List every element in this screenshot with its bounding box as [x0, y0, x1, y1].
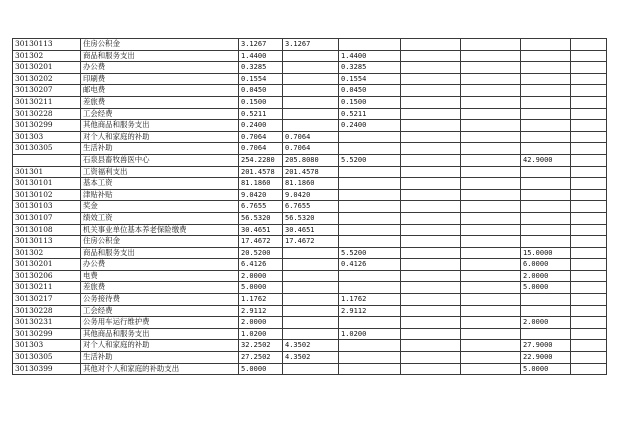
table-row	[13, 178, 607, 190]
amount-cell-c5	[461, 143, 521, 155]
amount-cell-c7	[571, 224, 607, 236]
amount-cell-c6	[521, 120, 571, 132]
amount-cell-c6: 42.9000	[521, 154, 571, 166]
account-code-cell: 301302	[13, 50, 81, 62]
amount-cell-c3	[339, 340, 401, 352]
account-code-cell: 30130211	[13, 96, 81, 108]
table-row	[13, 62, 607, 74]
amount-cell-c3: 0.5211	[339, 108, 401, 120]
amount-cell-c7	[571, 282, 607, 294]
table-row	[13, 212, 607, 224]
amount-cell-c3	[339, 39, 401, 51]
item-name-cell: 奖金	[81, 201, 239, 213]
amount-cell-c7	[571, 96, 607, 108]
amount-cell-c5	[461, 178, 521, 190]
amount-cell-c2: 3.1267	[283, 39, 339, 51]
amount-cell-c3	[339, 282, 401, 294]
amount-cell-c1: 2.0000	[239, 317, 283, 329]
amount-cell-c4	[401, 340, 461, 352]
amount-cell-c2: 4.3502	[283, 340, 339, 352]
account-code-cell: 30130107	[13, 212, 81, 224]
amount-cell-c4	[401, 352, 461, 364]
item-name-cell: 工会经费	[81, 108, 239, 120]
account-code-cell: 30130228	[13, 108, 81, 120]
amount-cell-c4	[401, 236, 461, 248]
amount-cell-c7	[571, 352, 607, 364]
amount-cell-c2: 0.7064	[283, 143, 339, 155]
amount-cell-c3	[339, 224, 401, 236]
item-name-cell: 生活补助	[81, 143, 239, 155]
amount-cell-c3	[339, 143, 401, 155]
amount-cell-c4	[401, 166, 461, 178]
amount-cell-c1: 20.5200	[239, 247, 283, 259]
amount-cell-c6: 22.9000	[521, 352, 571, 364]
amount-cell-c2: 9.0420	[283, 189, 339, 201]
amount-cell-c7	[571, 363, 607, 375]
amount-cell-c5	[461, 154, 521, 166]
amount-cell-c7	[571, 305, 607, 317]
item-name-cell: 绩效工资	[81, 212, 239, 224]
amount-cell-c7	[571, 50, 607, 62]
table-row	[13, 270, 607, 282]
account-code-cell: 301303	[13, 131, 81, 143]
amount-cell-c5	[461, 96, 521, 108]
amount-cell-c6: 5.0000	[521, 363, 571, 375]
amount-cell-c2	[283, 96, 339, 108]
amount-cell-c6	[521, 224, 571, 236]
amount-cell-c2	[283, 50, 339, 62]
item-name-cell: 其他商品和服务支出	[81, 120, 239, 132]
amount-cell-c7	[571, 108, 607, 120]
item-name-cell: 住房公积金	[81, 236, 239, 248]
amount-cell-c4	[401, 247, 461, 259]
table-row	[13, 96, 607, 108]
amount-cell-c1: 56.5320	[239, 212, 283, 224]
account-code-cell: 30130202	[13, 73, 81, 85]
table-row	[13, 201, 607, 213]
amount-cell-c4	[401, 212, 461, 224]
amount-cell-c5	[461, 282, 521, 294]
amount-cell-c7	[571, 189, 607, 201]
item-name-cell: 其他对个人和家庭的补助支出	[81, 363, 239, 375]
amount-cell-c5	[461, 62, 521, 74]
amount-cell-c7	[571, 120, 607, 132]
amount-cell-c5	[461, 201, 521, 213]
amount-cell-c6	[521, 39, 571, 51]
amount-cell-c2	[283, 120, 339, 132]
table-row	[13, 352, 607, 364]
account-code-cell: 30130299	[13, 328, 81, 340]
amount-cell-c5	[461, 270, 521, 282]
item-name-cell: 商品和服务支出	[81, 50, 239, 62]
table-row	[13, 154, 607, 166]
amount-cell-c6	[521, 201, 571, 213]
amount-cell-c4	[401, 108, 461, 120]
amount-cell-c5	[461, 166, 521, 178]
table-body	[13, 39, 607, 375]
account-code-cell: 30130305	[13, 352, 81, 364]
amount-cell-c4	[401, 189, 461, 201]
amount-cell-c7	[571, 154, 607, 166]
amount-cell-c1: 0.7064	[239, 143, 283, 155]
amount-cell-c5	[461, 328, 521, 340]
account-code-cell: 30130231	[13, 317, 81, 329]
amount-cell-c4	[401, 85, 461, 97]
amount-cell-c7	[571, 166, 607, 178]
amount-cell-c6: 27.9000	[521, 340, 571, 352]
amount-cell-c2: 201.4578	[283, 166, 339, 178]
item-name-cell: 差旅费	[81, 96, 239, 108]
amount-cell-c1: 6.4126	[239, 259, 283, 271]
amount-cell-c3: 0.1554	[339, 73, 401, 85]
amount-cell-c5	[461, 85, 521, 97]
amount-cell-c3: 1.0200	[339, 328, 401, 340]
amount-cell-c3: 0.4126	[339, 259, 401, 271]
amount-cell-c4	[401, 120, 461, 132]
amount-cell-c5	[461, 131, 521, 143]
table-row	[13, 259, 607, 271]
amount-cell-c5	[461, 363, 521, 375]
table-row	[13, 328, 607, 340]
account-code-cell: 30130201	[13, 62, 81, 74]
table-row	[13, 282, 607, 294]
account-code-cell: 30130201	[13, 259, 81, 271]
item-name-cell: 商品和服务支出	[81, 247, 239, 259]
amount-cell-c6	[521, 73, 571, 85]
account-code-cell: 30130228	[13, 305, 81, 317]
amount-cell-c3	[339, 236, 401, 248]
table-row	[13, 120, 607, 132]
amount-cell-c1: 0.1554	[239, 73, 283, 85]
amount-cell-c2: 30.4651	[283, 224, 339, 236]
amount-cell-c4	[401, 131, 461, 143]
amount-cell-c6: 15.0000	[521, 247, 571, 259]
amount-cell-c1: 254.2280	[239, 154, 283, 166]
amount-cell-c2: 56.5320	[283, 212, 339, 224]
amount-cell-c2	[283, 247, 339, 259]
amount-cell-c1: 0.7064	[239, 131, 283, 143]
amount-cell-c6	[521, 305, 571, 317]
amount-cell-c4	[401, 96, 461, 108]
amount-cell-c7	[571, 201, 607, 213]
account-code-cell: 30130113	[13, 39, 81, 51]
amount-cell-c3	[339, 189, 401, 201]
table-row	[13, 166, 607, 178]
amount-cell-c6	[521, 294, 571, 306]
amount-cell-c5	[461, 340, 521, 352]
amount-cell-c4	[401, 317, 461, 329]
account-code-cell: 30130399	[13, 363, 81, 375]
amount-cell-c3	[339, 212, 401, 224]
account-code-cell: 30130101	[13, 178, 81, 190]
amount-cell-c4	[401, 363, 461, 375]
amount-cell-c6	[521, 166, 571, 178]
amount-cell-c2	[283, 85, 339, 97]
item-name-cell: 基本工资	[81, 178, 239, 190]
amount-cell-c1: 9.0420	[239, 189, 283, 201]
amount-cell-c2	[283, 62, 339, 74]
amount-cell-c6	[521, 236, 571, 248]
amount-cell-c2	[283, 294, 339, 306]
amount-cell-c3: 1.1762	[339, 294, 401, 306]
amount-cell-c6	[521, 96, 571, 108]
amount-cell-c6	[521, 178, 571, 190]
table-row	[13, 143, 607, 155]
budget-table	[12, 38, 607, 375]
account-code-cell	[13, 154, 81, 166]
amount-cell-c1: 17.4672	[239, 236, 283, 248]
amount-cell-c4	[401, 143, 461, 155]
amount-cell-c7	[571, 85, 607, 97]
amount-cell-c1: 0.2400	[239, 120, 283, 132]
amount-cell-c6: 5.0000	[521, 282, 571, 294]
amount-cell-c5	[461, 50, 521, 62]
item-name-cell: 生活补助	[81, 352, 239, 364]
amount-cell-c1: 5.0000	[239, 282, 283, 294]
amount-cell-c3	[339, 352, 401, 364]
item-name-cell: 住房公积金	[81, 39, 239, 51]
table-row	[13, 236, 607, 248]
amount-cell-c5	[461, 39, 521, 51]
amount-cell-c6	[521, 62, 571, 74]
amount-cell-c7	[571, 39, 607, 51]
amount-cell-c5	[461, 317, 521, 329]
item-name-cell: 公务用车运行维护费	[81, 317, 239, 329]
account-code-cell: 30130206	[13, 270, 81, 282]
amount-cell-c5	[461, 189, 521, 201]
amount-cell-c7	[571, 73, 607, 85]
amount-cell-c1: 2.0000	[239, 270, 283, 282]
amount-cell-c7	[571, 317, 607, 329]
amount-cell-c2	[283, 259, 339, 271]
amount-cell-c7	[571, 328, 607, 340]
amount-cell-c6	[521, 143, 571, 155]
amount-cell-c6	[521, 189, 571, 201]
account-code-cell: 30130113	[13, 236, 81, 248]
item-name-cell: 石泉县畜牧兽医中心	[81, 154, 239, 166]
amount-cell-c5	[461, 73, 521, 85]
amount-cell-c2	[283, 108, 339, 120]
amount-cell-c2	[283, 73, 339, 85]
table-row	[13, 305, 607, 317]
amount-cell-c4	[401, 282, 461, 294]
amount-cell-c1: 81.1860	[239, 178, 283, 190]
amount-cell-c4	[401, 73, 461, 85]
item-name-cell: 差旅费	[81, 282, 239, 294]
amount-cell-c7	[571, 247, 607, 259]
amount-cell-c3: 0.1500	[339, 96, 401, 108]
amount-cell-c3: 0.3285	[339, 62, 401, 74]
amount-cell-c2	[283, 317, 339, 329]
amount-cell-c6	[521, 212, 571, 224]
amount-cell-c7	[571, 212, 607, 224]
account-code-cell: 30130108	[13, 224, 81, 236]
table-row	[13, 247, 607, 259]
amount-cell-c5	[461, 212, 521, 224]
amount-cell-c2: 205.8080	[283, 154, 339, 166]
amount-cell-c6: 2.0000	[521, 317, 571, 329]
amount-cell-c2: 17.4672	[283, 236, 339, 248]
amount-cell-c3	[339, 270, 401, 282]
amount-cell-c3	[339, 178, 401, 190]
amount-cell-c2	[283, 282, 339, 294]
amount-cell-c4	[401, 328, 461, 340]
amount-cell-c1: 0.0450	[239, 85, 283, 97]
amount-cell-c4	[401, 294, 461, 306]
table-row	[13, 363, 607, 375]
amount-cell-c1: 0.1500	[239, 96, 283, 108]
amount-cell-c6	[521, 85, 571, 97]
amount-cell-c5	[461, 108, 521, 120]
amount-cell-c3	[339, 201, 401, 213]
amount-cell-c4	[401, 178, 461, 190]
amount-cell-c4	[401, 62, 461, 74]
item-name-cell: 邮电费	[81, 85, 239, 97]
amount-cell-c3: 1.4400	[339, 50, 401, 62]
amount-cell-c1: 32.2502	[239, 340, 283, 352]
table-row	[13, 73, 607, 85]
amount-cell-c3	[339, 166, 401, 178]
amount-cell-c5	[461, 305, 521, 317]
amount-cell-c1: 1.0200	[239, 328, 283, 340]
amount-cell-c5	[461, 247, 521, 259]
table-row	[13, 317, 607, 329]
account-code-cell: 30130102	[13, 189, 81, 201]
amount-cell-c4	[401, 50, 461, 62]
amount-cell-c2	[283, 305, 339, 317]
amount-cell-c4	[401, 154, 461, 166]
amount-cell-c1: 3.1267	[239, 39, 283, 51]
account-code-cell: 301302	[13, 247, 81, 259]
item-name-cell: 办公费	[81, 259, 239, 271]
item-name-cell: 对个人和家庭的补助	[81, 131, 239, 143]
amount-cell-c7	[571, 62, 607, 74]
amount-cell-c7	[571, 131, 607, 143]
account-code-cell: 30130103	[13, 201, 81, 213]
amount-cell-c3	[339, 131, 401, 143]
amount-cell-c2: 0.7064	[283, 131, 339, 143]
amount-cell-c6: 6.0000	[521, 259, 571, 271]
item-name-cell: 对个人和家庭的补助	[81, 340, 239, 352]
amount-cell-c5	[461, 120, 521, 132]
account-code-cell: 301301	[13, 166, 81, 178]
amount-cell-c1: 1.1762	[239, 294, 283, 306]
amount-cell-c7	[571, 236, 607, 248]
amount-cell-c7	[571, 259, 607, 271]
table-row	[13, 39, 607, 51]
amount-cell-c1: 201.4578	[239, 166, 283, 178]
amount-cell-c1: 5.0000	[239, 363, 283, 375]
amount-cell-c2	[283, 328, 339, 340]
item-name-cell: 电费	[81, 270, 239, 282]
amount-cell-c7	[571, 143, 607, 155]
table-row	[13, 131, 607, 143]
amount-cell-c5	[461, 259, 521, 271]
amount-cell-c5	[461, 352, 521, 364]
amount-cell-c4	[401, 305, 461, 317]
amount-cell-c7	[571, 178, 607, 190]
amount-cell-c2: 81.1860	[283, 178, 339, 190]
amount-cell-c1: 0.3285	[239, 62, 283, 74]
amount-cell-c5	[461, 294, 521, 306]
item-name-cell: 机关事业单位基本养老保险缴费	[81, 224, 239, 236]
amount-cell-c7	[571, 294, 607, 306]
amount-cell-c6: 2.0000	[521, 270, 571, 282]
amount-cell-c3: 0.2400	[339, 120, 401, 132]
amount-cell-c3: 0.0450	[339, 85, 401, 97]
amount-cell-c6	[521, 328, 571, 340]
amount-cell-c4	[401, 201, 461, 213]
account-code-cell: 30130207	[13, 85, 81, 97]
amount-cell-c1: 30.4651	[239, 224, 283, 236]
amount-cell-c1: 27.2502	[239, 352, 283, 364]
amount-cell-c6	[521, 131, 571, 143]
amount-cell-c3	[339, 317, 401, 329]
table-row	[13, 50, 607, 62]
amount-cell-c7	[571, 340, 607, 352]
amount-cell-c5	[461, 224, 521, 236]
amount-cell-c4	[401, 39, 461, 51]
account-code-cell: 30130299	[13, 120, 81, 132]
amount-cell-c1: 0.5211	[239, 108, 283, 120]
amount-cell-c7	[571, 270, 607, 282]
amount-cell-c2: 4.3502	[283, 352, 339, 364]
amount-cell-c4	[401, 259, 461, 271]
item-name-cell: 公务接待费	[81, 294, 239, 306]
item-name-cell: 其他商品和服务支出	[81, 328, 239, 340]
amount-cell-c2	[283, 270, 339, 282]
amount-cell-c4	[401, 224, 461, 236]
account-code-cell: 30130211	[13, 282, 81, 294]
account-code-cell: 301303	[13, 340, 81, 352]
item-name-cell: 工会经费	[81, 305, 239, 317]
item-name-cell: 办公费	[81, 62, 239, 74]
item-name-cell: 印刷费	[81, 73, 239, 85]
amount-cell-c4	[401, 270, 461, 282]
table-row	[13, 85, 607, 97]
amount-cell-c3: 5.5200	[339, 247, 401, 259]
amount-cell-c1: 6.7655	[239, 201, 283, 213]
amount-cell-c6	[521, 108, 571, 120]
table-row	[13, 108, 607, 120]
amount-cell-c1: 2.9112	[239, 305, 283, 317]
amount-cell-c3	[339, 363, 401, 375]
table-row	[13, 340, 607, 352]
table-row	[13, 224, 607, 236]
account-code-cell: 30130305	[13, 143, 81, 155]
amount-cell-c5	[461, 236, 521, 248]
amount-cell-c6	[521, 50, 571, 62]
table-row	[13, 189, 607, 201]
amount-cell-c3: 5.5200	[339, 154, 401, 166]
table-row	[13, 294, 607, 306]
account-code-cell: 30130217	[13, 294, 81, 306]
amount-cell-c2	[283, 363, 339, 375]
item-name-cell: 津贴补贴	[81, 189, 239, 201]
amount-cell-c2: 6.7655	[283, 201, 339, 213]
item-name-cell: 工资福利支出	[81, 166, 239, 178]
amount-cell-c3: 2.9112	[339, 305, 401, 317]
amount-cell-c1: 1.4400	[239, 50, 283, 62]
